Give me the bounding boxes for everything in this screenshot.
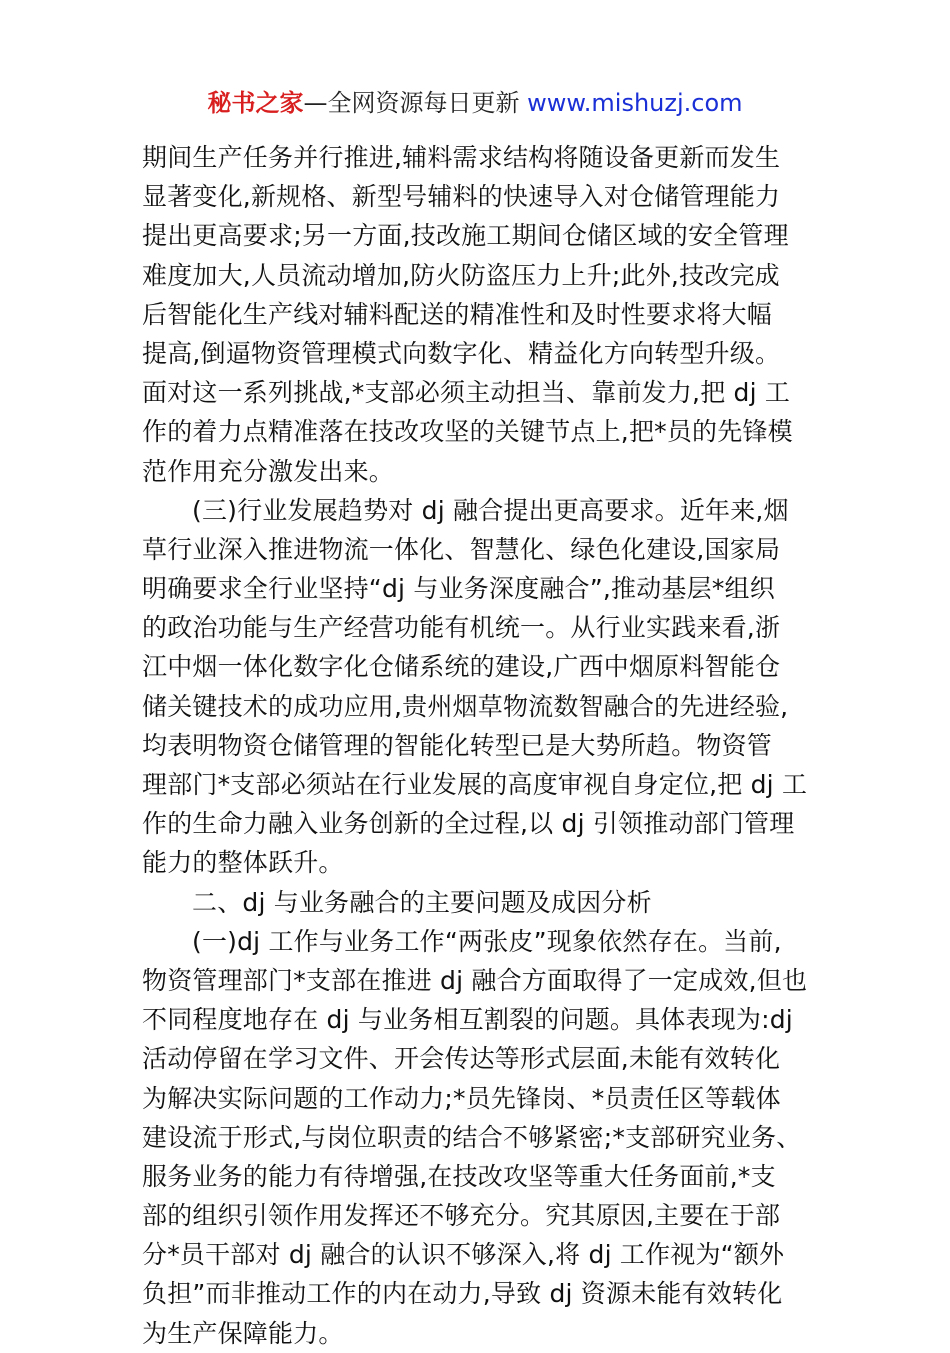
text-line: 建设流于形式,与岗位职责的结合不够紧密;*支部研究业务、 bbox=[142, 1122, 802, 1152]
text-line: 作的着力点精准落在技改攻坚的关键节点上,把*员的先锋模 bbox=[142, 417, 793, 447]
site-url-link[interactable]: www.mishuzj.com bbox=[527, 89, 743, 117]
paragraph-start-line: (三)行业发展趋势对 dj 融合提出更高要求。近年来,烟 bbox=[192, 495, 789, 525]
text-line: 服务业务的能力有待增强,在技改攻坚等重大任务面前,*支 bbox=[142, 1161, 776, 1191]
site-header bbox=[0, 86, 950, 120]
text-line: 明确要求全行业坚持“dj 与业务深度融合”,推动基层*组织 bbox=[142, 574, 775, 604]
text-line: 草行业深入推进物流一体化、智慧化、绿色化建设,国家局 bbox=[142, 534, 781, 564]
text-line: 的政治功能与生产经营功能有机统一。从行业实践来看,浙 bbox=[142, 613, 781, 643]
section-heading: 二、dj 与业务融合的主要问题及成因分析 bbox=[192, 887, 652, 917]
text-line: 活动停留在学习文件、开会传达等形式层面,未能有效转化 bbox=[142, 1044, 781, 1074]
text-line: 能力的整体跃升。 bbox=[142, 848, 344, 878]
text-line: 后智能化生产线对辅料配送的精准性和及时性要求将大幅 bbox=[142, 299, 773, 329]
text-line: 理部门*支部必须站在行业发展的高度审视自身定位,把 dj 工 bbox=[142, 770, 808, 799]
text-line: 不同程度地存在 dj 与业务相互割裂的问题。具体表现为:dj bbox=[142, 1005, 793, 1035]
text-line: 期间生产任务并行推进,辅料需求结构将随设备更新而发生 bbox=[142, 143, 781, 172]
text-line: 难度加大,人员流动增加,防火防盗压力上升;此外,技改完成 bbox=[142, 260, 780, 290]
text-line: 负担”而非推动工作的内在动力,导致 dj 资源未能有效转化 bbox=[142, 1279, 783, 1309]
header-dash: — bbox=[303, 89, 328, 117]
text-line: 提高,倒逼物资管理模式向数字化、精益化方向转型升级。 bbox=[142, 338, 781, 368]
text-line: 作的生命力融入业务创新的全过程,以 dj 引领推动部门管理 bbox=[142, 809, 795, 839]
text-line: 部的组织引领作用发挥还不够充分。究其原因,主要在于部 bbox=[142, 1201, 781, 1231]
text-line: 物资管理部门*支部在推进 dj 融合方面取得了一定成效,但也 bbox=[142, 965, 808, 995]
text-line: 范作用充分激发出来。 bbox=[142, 456, 395, 486]
text-line: 面对这一系列挑战,*支部必须主动担当、靠前发力,把 dj 工 bbox=[142, 378, 791, 408]
site-brand: 秘书之家 bbox=[207, 89, 304, 117]
paragraph-start-line: (一)dj 工作与业务工作“两张皮”现象依然存在。当前, bbox=[192, 926, 782, 956]
text-line: 均表明物资仓储管理的智能化转型已是大势所趋。物资管 bbox=[142, 730, 773, 760]
text-line: 显著变化,新规格、新型号辅料的快速导入对仓储管理能力 bbox=[142, 182, 781, 212]
document-body bbox=[142, 138, 814, 1353]
text-line: 提出更高要求;另一方面,技改施工期间仓储区域的安全管理 bbox=[142, 221, 789, 251]
text-line: 储关键技术的成功应用,贵州烟草物流数智融合的先进经验, bbox=[142, 691, 789, 721]
text-line: 为解决实际问题的工作动力;*员先锋岗、*员责任区等载体 bbox=[142, 1083, 781, 1113]
text-line: 分*员干部对 dj 融合的认识不够深入,将 dj 工作视为“额外 bbox=[142, 1240, 785, 1270]
text-line: 为生产保障能力。 bbox=[142, 1318, 344, 1348]
site-tagline: 全网资源每日更新 bbox=[327, 89, 520, 117]
text-line: 江中烟一体化数字化仓储系统的建设,广西中烟原料智能仓 bbox=[142, 652, 781, 682]
